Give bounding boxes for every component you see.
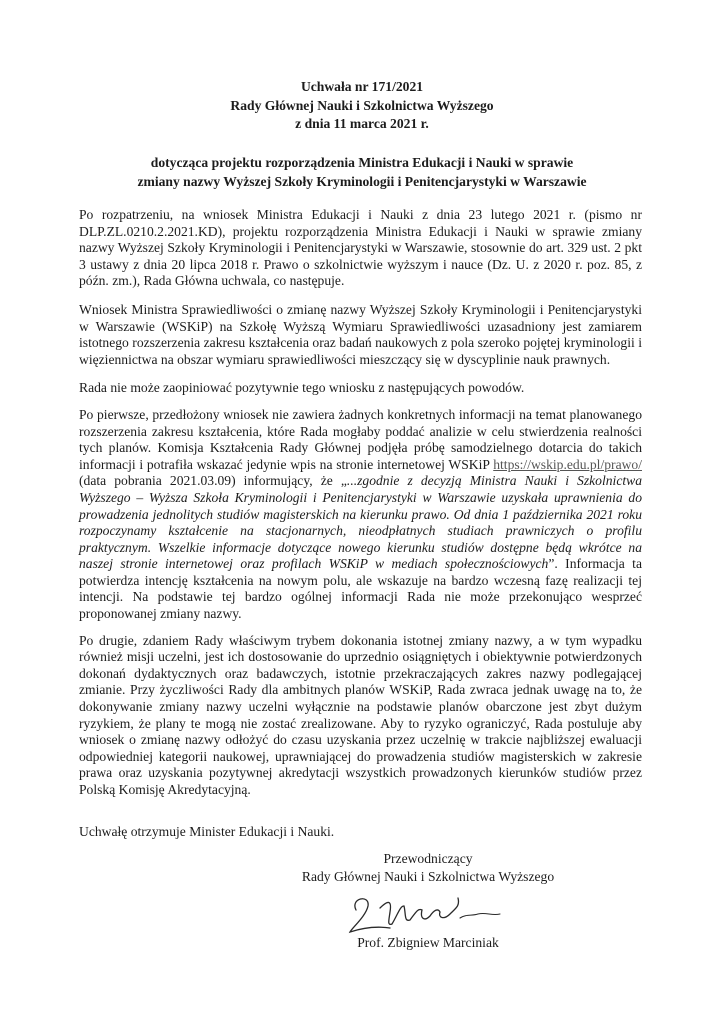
resolution-subject xyxy=(0,154,724,191)
first-reason-conclusion: ”. Informacja ta potwierdza intencję kształcenia na nowym polu, ale wskazuje na bardzo wczesną fazę realizacji tej intencji. Na podstawie tej bardzo ogólnej informacji Rada nie może przekonująco wesprzeć proponowanej zmiany nazwy. xyxy=(79,556,642,622)
first-reason-text: Po pierwsze, przedłożony wniosek nie zawiera żadnych konkretnych informacji na temat planowanego rozszerzenia zakresu kształcenia, które Rada mogłaby poddać analizie w celu stwierdzenia realności tych planów. Komisja Kształcenia Rady Głównej podjęła próbę samodzielnego dotarcia do takich informacji i potrafiła wskazać jedynie wpis na stronie internetowej WSKiP xyxy=(79,406,642,472)
signature-block xyxy=(280,850,576,886)
resolution-issuer: Rady Głównej Nauki i Szkolnictwa Wyższego xyxy=(230,97,494,113)
paragraph-second-reason: Po drugie, zdaniem Rady właściwym trybem dokonania istotnej zmiany nazwy, a w tym wypadku również misji uczelni, jest ich dostosowanie do uprzednio osiągniętych i obiektywnie potwierdzonych dokonań dydaktycznych oraz badawczych, istotnie przekraczających zakres nazwy podlegającej zmianie. Przy życzliwości Rady dla ambitnych planów WSKiP, Rada zwraca jednak uwagę na to, że dokonywanie zmiany nazwy uczelni wyłącznie na podstawie planów obarczone jest zbyt dużym ryzykiem, że plany te mogą nie zostać zrealizowane. Aby to ryzyko ograniczyć, Rada postuluje aby wniosek o zmianę nazwy odłożyć do czasu uzyskania przez uczelnię w trakcie najbliższej ewaluacji odpowiedniej kategorii naukowej, uprawniającej do prowadzenia studiów magisterskich w zakresie prawa oraz uzyskania pozytywnej akredytacji wszystkich prowadzonych kierunków studiów przez Polską Komisję Akredytacyjną. xyxy=(79,632,642,797)
paragraph-first-reason xyxy=(79,407,642,623)
wskip-link[interactable]: https://wskip.edu.pl/prawo/ xyxy=(493,456,642,472)
resolution-number: Uchwała nr 171/2021 xyxy=(300,79,424,94)
signer-name: Prof. Zbigniew Marciniak xyxy=(357,935,499,950)
resolution-date: z dnia 11 marca 2021 r. xyxy=(295,116,429,131)
first-reason-text-cont: (data pobrania 2021.03.09) informujący, że „ xyxy=(79,473,347,489)
signer-body: Rady Głównej Nauki i Szkolnictwa Wyższego xyxy=(301,869,555,884)
subject-line-2: zmiany nazwy Wyższej Szkoły Kryminologii i Penitencjarystyki w Warszawie xyxy=(137,173,587,189)
resolution-title xyxy=(0,78,724,134)
signer-role: Przewodniczący xyxy=(383,851,473,866)
subject-line-1: dotycząca projektu rozporządzenia Ministra Edukacji i Nauki w sprawie xyxy=(150,155,574,170)
paragraph-opinion: Rada nie może zaopiniować pozytywnie tego wniosku z następujących powodów. xyxy=(79,380,525,396)
paragraph-request: Wniosek Ministra Sprawiedliwości o zmianę nazwy Wyższej Szkoły Kryminologii i Penitencjarystyki w Warszawie (WSKiP) na Szkołę Wyższą Wymiaru Sprawiedliwości uzasadniony jest zamiarem istotnego rozszerzenia zakresu kształcenia oraz badań naukowych z pola szeroko pojętej kryminologii i więziennictwa na obszar wymiaru sprawiedliwości mieszczący się w dyscyplinie nauk prawnych. xyxy=(79,301,642,367)
closing-statement: Uchwałę otrzymuje Minister Edukacji i Nauki. xyxy=(79,824,335,839)
website-quote: ...zgodnie z decyzją Ministra Nauki i Szkolnictwa Wyższego – Wyższa Szkoła Kryminologii i Penitencjarystyki w Warszawie uzyskała uprawnienia do prowadzenia jednolitych studiów magisterskich na kierunku prawo. Od dnia 1 października 2021 roku rozpoczynamy kształcenie na stacjonarnych, nieodpłatnych studiach prawniczych o profilu praktycznym. Wszelkie informacje dotyczące nowego kierunku studiów dostępne będą wkrótce na naszej stronie internetowej oraz profilach WSKiP w mediach społecznościowych xyxy=(79,473,642,572)
resolution-body xyxy=(79,207,642,810)
paragraph-intro: Po rozpatrzeniu, na wniosek Ministra Edukacji i Nauki z dnia 23 lutego 2021 r. (pismo nr DLP.ZL.0210.2.2021.KD), projektu rozporządzenia Ministra Edukacji i Nauki w sprawie zmiany nazwy Wyższej Szkoły Kryminologii i Penitencjarystyki w Warszawie, stosownie do art. 329 ust. 2 pkt 3 ustawy z dnia 20 lipca 2018 r. Prawo o szkolnictwie wyższym i nauce (Dz. U. z 2020 r. poz. 85, z późn. zm.), Rada Główna uchwala, co następuje. xyxy=(79,207,642,289)
handwritten-signature xyxy=(340,888,520,940)
